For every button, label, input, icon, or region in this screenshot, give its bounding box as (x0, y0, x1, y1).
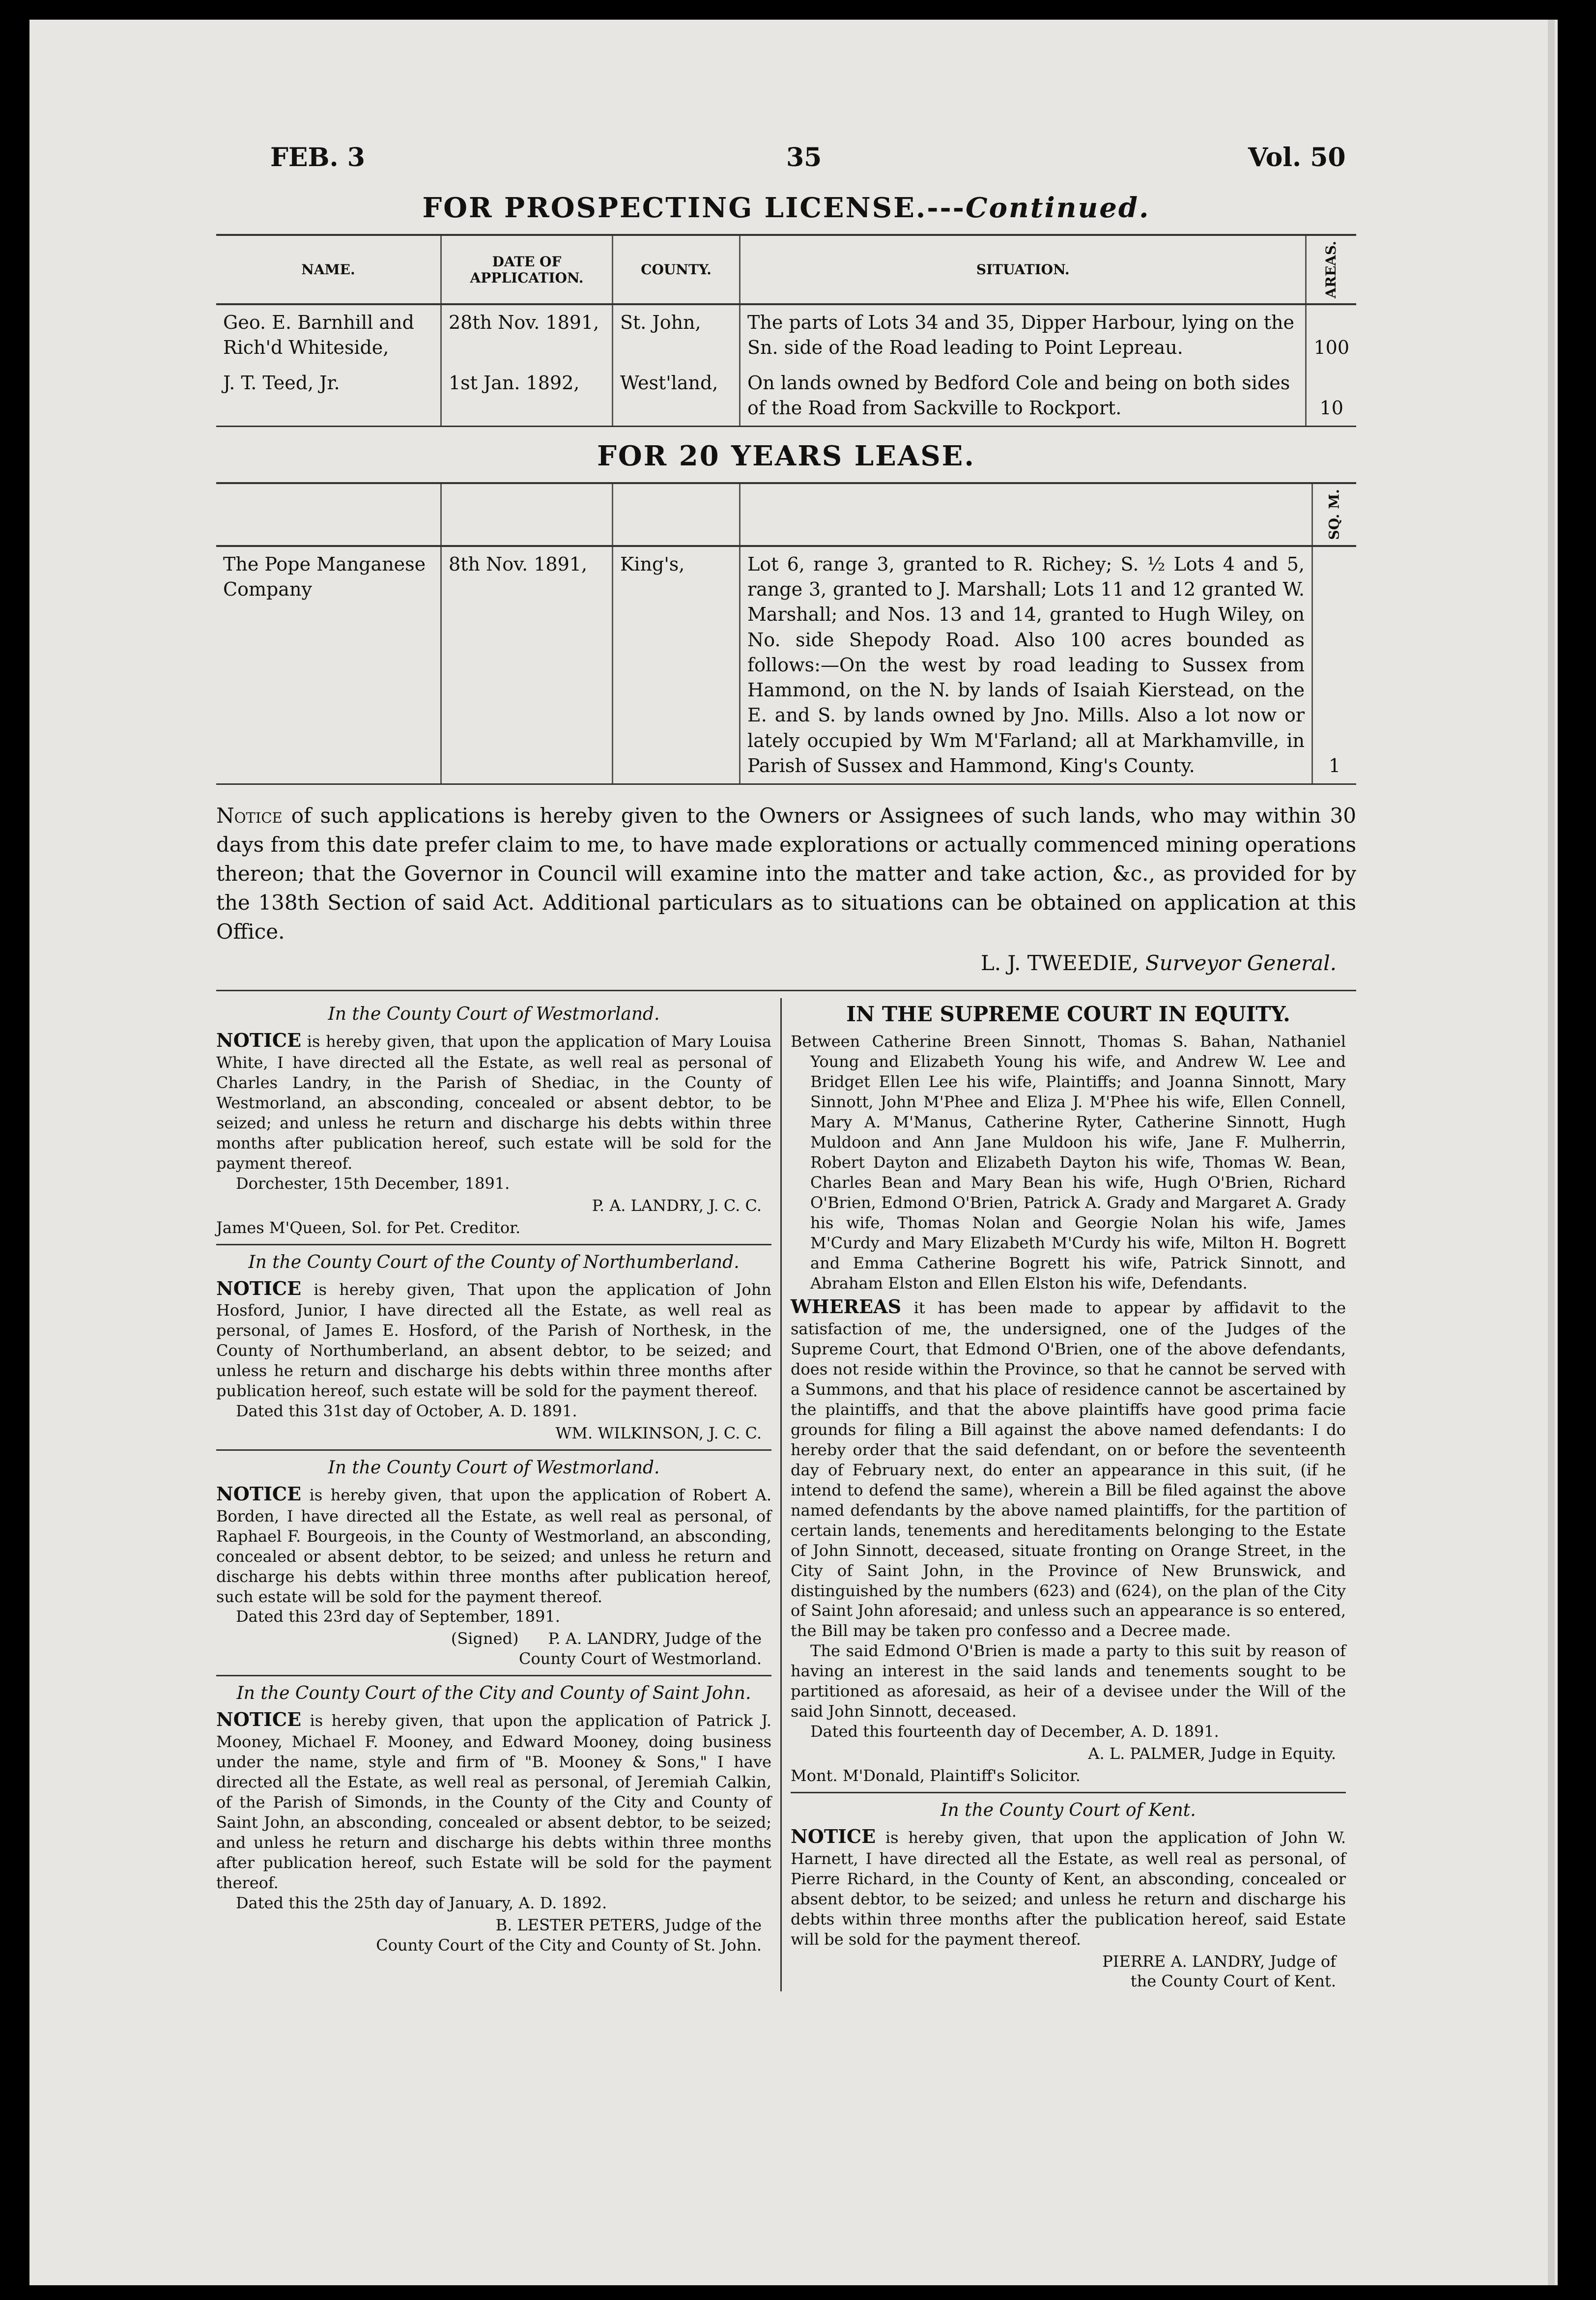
notice-body (791, 1825, 1346, 1949)
notice-text: of such applications is hereby given to the Owners or Assignees of such lands, who may within 30 days from this date prefer claim to me, to have made explorations or actually commenced mining operations thereon; that the Governor in Council will examine into the matter and take action, &c., as provided for by the 138th Section of said Act. Additional particulars as to situations can be obtained on application at this Office. (216, 804, 1356, 944)
left-column (216, 998, 782, 1991)
notice-lead: Notice (216, 804, 283, 828)
table-row (216, 366, 1356, 427)
notice-dated: Dated this 31st day of October, A. D. 1891. (236, 1402, 577, 1421)
page-number: 35 (786, 143, 822, 172)
notice-lead: NOTICE (791, 1825, 876, 1848)
table-row (216, 304, 1356, 366)
notice-body (216, 1708, 771, 1893)
solicitor-line: James M'Queen, Sol. for Pet. Creditor. (216, 1218, 521, 1237)
row-county: King's, (613, 546, 740, 784)
table-row (216, 546, 1356, 784)
prospecting-table (216, 234, 1356, 427)
notice-dated: Dated this 23rd day of September, 1891. (236, 1607, 560, 1626)
row-area: 10 (1306, 366, 1356, 427)
divider (216, 1244, 771, 1245)
row-situation: Lot 6, range 3, granted to R. Richey; S. ½ Lots 4 and 5, range 3, granted to J. Marshall; Lots 11 and 12 granted W. Marshall; and Nos. 13 and 14, granted to Hugh Wiley, on No. side Shepody Road. Also 100 acres bounded as follows:—On the west by road leading to Sussex from Hammond, on the N. by lands of Isaiah Kierstead, on the E. and S. by lands owned by Jno. Mills. Also a lot now or lately occupied by Wm M'Farland; all at Markhamville, in Parish of Sussex and Hammond, King's County. (740, 546, 1312, 784)
judge-court: the County Court of Kent. (1130, 1972, 1336, 1991)
notice-lead: NOTICE (216, 1483, 302, 1505)
solicitor-line: Mont. M'Donald, Plaintiff's Solicitor. (791, 1766, 1081, 1785)
whereas-paragraph (791, 1295, 1346, 1641)
right-column (782, 998, 1346, 1991)
col-blank (740, 483, 1312, 546)
judge-signature: P. A. LANDRY, J. C. C. (592, 1196, 762, 1215)
judge-court: County Court of Westmorland. (518, 1649, 762, 1668)
prospecting-title-main: FOR PROSPECTING LICENSE.--- (422, 192, 966, 224)
notice-body (216, 1029, 771, 1173)
prospecting-header-row (216, 235, 1356, 304)
row-area: 1 (1312, 546, 1357, 784)
equity-heading: IN THE SUPREME COURT IN EQUITY. (846, 1002, 1290, 1027)
prospecting-title-continued: Continued. (966, 192, 1150, 224)
party-paragraph: The said Edmond O'Brien is made a party to this suit by reason of having an interest in the said lands and tenements sought to be partitioned as aforesaid, as heir of a devisee under the Will of the said John Sinnott, deceased. (791, 1641, 1346, 1721)
col-county: COUNTY. (613, 235, 740, 304)
prospecting-title (216, 192, 1356, 224)
judge-signature: B. LESTER PETERS, Judge of the (495, 1915, 762, 1934)
row-date: 1st Jan. 1892, (441, 366, 613, 427)
whereas-text: it has been made to appear by affidavit to the satisfaction of me, the undersigned, one of the Judges of the Supreme Court, that Edmond O'Brien, one of the above defendants, does not reside within the Province, so that he cannot be served with a Summons, and that his place of residence cannot be ascertained by the plaintiffs, and that the above plaintiffs have good prima facie grounds for filing a Bill against the above named defendants: I do hereby order that the said defendant, on or before the seventeenth day of February next, do enter an appearance in this suit, (if he intend to defend the same), wherein a Bill be filed against the above named defendants by the above named plaintiffs, for the partition of certain lands, tenements and hereditaments belonging to the Estate of John Sinnott, deceased, situate fronting on Orange Street, in the City of Saint John, in the Province of New Brunswick, and distinguished by the numbers (623) and (624), on the plan of the City of Saint John aforesaid; and unless such an appearance is so entered, the Bill may be taken pro confesso and a Decree made. (791, 1298, 1346, 1640)
col-name: NAME. (216, 235, 441, 304)
col-blank (216, 483, 441, 546)
row-area: 100 (1306, 304, 1356, 366)
signed-label: (Signed) (451, 1629, 519, 1648)
row-county: West'land, (613, 366, 740, 427)
notice-paragraph (216, 802, 1356, 946)
col-sq-m: SQ. M. (1312, 483, 1357, 546)
notice-body (216, 1482, 771, 1607)
signature-name: L. J. TWEEDIE, (980, 951, 1139, 976)
notice-text: is hereby given, that upon the application of Patrick J. Mooney, Michael F. Mooney, and Edward Mooney, doing business under the name, style and firm of "B. Mooney & Sons," I have directed all the Estate, as well real as personal, of Jeremiah Calkin, of the Parish of Simonds, in the County of the City and County of Saint John, an absconding, concealed or absent debtor, to be seized; and unless he return and discharge his debts within three months after publication hereof, such Estate will be sold for the payment thereof. (216, 1711, 771, 1892)
notice-text: is hereby given, That upon the application of John Hosford, Junior, I have directed all the Estate, as well real as personal, of James E. Hosford, of the Parish of Northesk, in the County of Northumberland, an absent debtor, to be seized; and unless he return and discharge his debts within three months after publication hereof, such estate will be sold for the payment thereof. (216, 1280, 771, 1401)
divider (216, 1675, 771, 1676)
notice-lead: NOTICE (216, 1029, 302, 1052)
divider (216, 1449, 771, 1451)
notice-text: is hereby given, that upon the application of Mary Louisa White, I have directed all the Estate, as well real as personal of Charles Landry, in the Parish of Shediac, in the County of Westmorland, an absconding, concealed or absent debtor, to be seized; and unless he return and discharge his debts within three months after publication hereof, such estate will be sold for the payment thereof. (216, 1032, 771, 1173)
lease-title: FOR 20 YEARS LEASE. (597, 440, 975, 473)
row-name: J. T. Teed, Jr. (216, 366, 441, 427)
judge-court: County Court of the City and County of St. John. (376, 1935, 762, 1955)
notice-dated: Dorchester, 15th December, 1891. (236, 1174, 510, 1193)
row-county: St. John, (613, 304, 740, 366)
court-heading: In the County Court of Westmorland. (328, 1004, 660, 1025)
notice-dated: Dated this the 25th day of January, A. D. 1892. (236, 1893, 607, 1912)
col-situation: SITUATION. (740, 235, 1306, 304)
notices-columns (216, 998, 1356, 1991)
lease-table (216, 482, 1356, 785)
row-situation: On lands owned by Bedford Cole and being on both sides of the Road from Sackville to Rockport. (740, 366, 1306, 427)
row-date: 8th Nov. 1891, (441, 546, 613, 784)
court-heading: In the County Court of the City and County of Saint John. (236, 1683, 751, 1704)
equity-judge-signature: A. L. PALMER, Judge in Equity. (1088, 1744, 1336, 1763)
page-content (216, 133, 1356, 1991)
row-situation: The parts of Lots 34 and 35, Dipper Harbour, lying on the Sn. side of the Road leading to Point Lepreau. (740, 304, 1306, 366)
page-edge (1548, 20, 1555, 2285)
equity-dated: Dated this fourteenth day of December, A. D. 1891. (810, 1722, 1219, 1741)
notice-body (216, 1277, 771, 1401)
judge-signature: WM. WILKINSON, J. C. C. (555, 1424, 762, 1443)
notice-lead: NOTICE (216, 1277, 302, 1299)
court-heading: In the County Court of the County of Northumberland. (248, 1252, 740, 1272)
signature-title: Surveyor General. (1145, 951, 1337, 976)
lease-header-row (216, 483, 1356, 546)
judge-signature (216, 1629, 762, 1649)
court-heading: In the County Court of Westmorland. (328, 1458, 660, 1478)
col-blank (613, 483, 740, 546)
volume-number: Vol. 50 (1248, 143, 1346, 172)
whereas-lead: WHEREAS (791, 1295, 902, 1318)
page-header (216, 133, 1356, 187)
surveyor-signature (216, 951, 1337, 975)
col-areas: AREAS. (1306, 235, 1356, 304)
parties-list: Between Catherine Breen Sinnott, Thomas S. Bahan, Nathaniel Young and Elizabeth Young his wife, and Andrew W. Lee and Bridget Ellen Lee his wife, Plaintiffs; and Joanna Sinnott, Mary Sinnott, John M'Phee and Eliza J. M'Phee his wife, Ellen Connell, Mary A. M'Manus, Catherine Ryter, Catherine Sinnott, Hugh Muldoon and Ann Jane Muldoon his wife, Jane F. Mulherrin, Robert Dayton and Elizabeth Dayton his wife, Thomas W. Bean, Charles Bean and Mary Bean his wife, Hugh O'Brien, Richard O'Brien, Edmond O'Brien, Patrick A. Grady and Margaret A. Grady his wife, Thomas Nolan and Georgie Nolan his wife, James M'Curdy and Mary Elizabeth M'Curdy his wife, Milton H. Bogrett and Emma Catherine Bogrett his wife, Patrick Sinnott, and Abraham Elston and Ellen Elston his wife, Defendants. (791, 1032, 1346, 1293)
divider (216, 990, 1356, 991)
issue-date: FEB. 3 (270, 143, 365, 172)
row-date: 28th Nov. 1891, (441, 304, 613, 366)
col-date: DATE OF APPLICATION. (441, 235, 613, 304)
col-blank (441, 483, 613, 546)
divider (791, 1792, 1346, 1793)
notice-text: is hereby given, that upon the application of Robert A. Borden, I have directed all the Estate, as well real as personal, of Raphael F. Bourgeois, in the County of Westmorland, an absconding, concealed or absent debtor, to be seized; and unless he return and discharge his debts within three months after publication hereof, such estate will be sold for the payment thereof. (216, 1486, 771, 1606)
judge-name: P. A. LANDRY, Judge of the (548, 1629, 762, 1648)
court-heading: In the County Court of Kent. (940, 1800, 1196, 1821)
row-name: Geo. E. Barnhill and Rich'd Whiteside, (223, 312, 414, 359)
notice-lead: NOTICE (216, 1708, 302, 1731)
judge-signature: PIERRE A. LANDRY, Judge of (1102, 1952, 1336, 1971)
notice-text: is hereby given, that upon the application of John W. Harnett, I have directed all the Estate, as well real as personal, of Pierre Richard, in the County of Kent, an absconding, concealed or absent debtor, to be seized; and unless he return and discharge his debts within three months after the publication hereof, said Estate will be sold for the payment thereof. (791, 1828, 1346, 1949)
row-name: The Pope Manganese Company (216, 546, 441, 784)
